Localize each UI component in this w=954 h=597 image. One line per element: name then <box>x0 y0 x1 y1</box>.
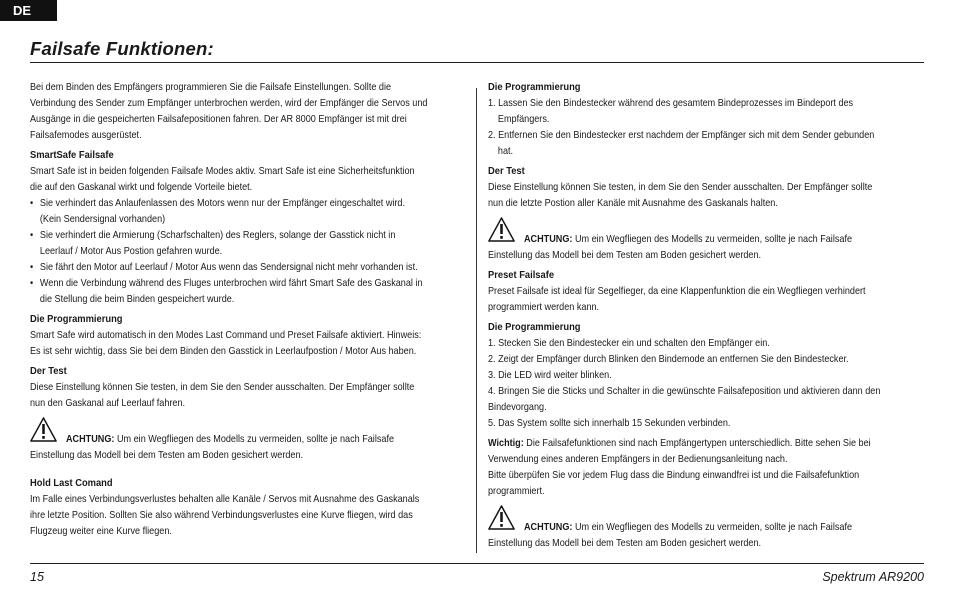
product-name: Spektrum AR9200 <box>822 570 924 584</box>
text-line: Verwendung eines anderen Empfängers in der Bedienungsanleitung nach. <box>488 454 788 465</box>
intro-text <box>30 80 463 144</box>
right-column <box>488 80 924 552</box>
text-line: Verbindung des Sender zum Empfänger unterbrochen werden, wird der Empfänger die Servos und <box>30 98 428 109</box>
list-item: 4. Bringen Sie die Sticks und Schalter in die gewünschte Failsafeposition und aktivieren dann den <box>488 386 881 397</box>
text-line: programmiert. <box>488 486 545 497</box>
list-item <box>30 196 463 228</box>
test-heading: Der Test <box>488 166 525 177</box>
page-title: Failsafe Funktionen: <box>30 38 214 59</box>
text-line: Diese Einstellung können Sie testen, in dem Sie den Sender ausschalten. Der Empfänger sollte <box>488 182 873 193</box>
text-line: nun den Gaskanal auf Leerlauf fahren. <box>30 398 186 409</box>
warning-icon <box>488 217 515 242</box>
list-item <box>488 96 924 128</box>
list-item: 3. Die LED wird weiter blinken. <box>488 370 612 381</box>
text-line: hat. <box>497 146 514 157</box>
smartsafe-text <box>30 164 463 196</box>
text-line: Preset Failsafe ist ideal für Segelfieger, da eine Klappenfunktion die ein Wegfliegen verhindert <box>488 286 866 297</box>
important-label: Wichtig: <box>488 438 524 449</box>
text-line: Um ein Wegfliegen des Modells zu vermeiden, sollte je nach Failsafe <box>116 434 395 445</box>
text-line: Flugzeug weiter eine Kurve fliegen. <box>30 526 172 537</box>
left-column <box>30 80 463 540</box>
list-item: 2. Zeigt der Empfänger durch Blinken den Bindemode an entfernen Sie den Bindestecker. <box>488 354 849 365</box>
test-text <box>30 380 463 412</box>
programming-steps <box>488 96 924 160</box>
text-line: Einstellung das Modell bei dem Testen am Boden gesichert werden. <box>30 450 304 461</box>
list-item <box>30 260 463 276</box>
page-number: 15 <box>30 570 44 584</box>
warning-line <box>30 432 463 448</box>
text-line: Einstellung das Modell bei dem Testen am Boden gesichert werden. <box>488 538 762 549</box>
text-line: Sie verhindert das Anlaufenlassen des Motors wenn nur der Empfänger eingeschaltet wird. <box>39 198 406 209</box>
text-line: Ausgänge in die gespeicherten Failsafepositionen fahren. Der AR 8000 Empfänger ist mit drei <box>30 114 407 125</box>
text-line: Einstellung das Modell bei dem Testen am Boden gesichert werden. <box>488 250 762 261</box>
text-line: die Stellung die beim Binden gespeichert wurde. <box>39 294 235 305</box>
warning-note <box>488 520 924 552</box>
smartsafe-heading: SmartSafe Failsafe <box>30 150 114 161</box>
warning-line <box>488 520 924 536</box>
column-divider <box>476 88 477 553</box>
footer-rule <box>30 563 924 564</box>
text-line: Diese Einstellung können Sie testen, in dem Sie den Sender ausschalten. Der Empfänger sollte <box>30 382 415 393</box>
list-item <box>488 128 924 160</box>
text-line: nun die letzte Postion aller Kanäle mit Ausnahme des Gaskanals halten. <box>488 198 778 209</box>
text-line: ihre letzte Position. Sollten Sie also während Verbindungsverlustes eine Kurve fliegen, wird das <box>30 510 413 521</box>
test-heading: Der Test <box>30 366 67 377</box>
list-item: 1. Stecken Sie den Bindestecker ein und schalten den Empfänger ein. <box>488 338 770 349</box>
test-text <box>488 180 924 212</box>
text-line: Smart Safe ist in beiden folgenden Failsafe Modes aktiv. Smart Safe ist eine Sicherheitsfunktion <box>30 166 415 177</box>
warning-note <box>488 232 924 264</box>
text-line: Im Falle eines Verbindungsverlustes behalten alle Kanäle / Servos mit Ausnahme des Gaskanals <box>30 494 420 505</box>
text-line: Failsafemodes ausgerüstet. <box>30 130 142 141</box>
programming-heading: Die Programmierung <box>488 82 581 93</box>
text-line: 1. Lassen Sie den Bindestecker während des gesamtem Bindeprozesses im Bindeport des <box>488 98 854 109</box>
list-item: Bindevorgang. <box>488 402 547 413</box>
preset-failsafe-heading: Preset Failsafe <box>488 270 555 281</box>
text-line: Sie verhindert die Armierung (Scharfschalten) des Reglers, solange der Gasstick nicht in <box>39 230 396 241</box>
title-rule <box>30 62 924 63</box>
warning-icon <box>488 505 515 530</box>
warning-line <box>488 232 924 248</box>
text-line: Sie fährt den Motor auf Leerlauf / Motor Aus wenn das Sendersignal nicht mehr vorhanden ist. <box>39 262 418 273</box>
language-tab: DE <box>0 0 57 21</box>
hold-last-command-text <box>30 492 463 540</box>
text-line: Es ist sehr wichtig, dass Sie bei dem Binden den Gasstick in Leerlaufpostion / Motor Aus haben. <box>30 346 417 357</box>
programming-steps <box>488 336 924 432</box>
text-line: (Kein Sendersignal vorhanden) <box>39 214 166 225</box>
text-line: Bei dem Binden des Empfängers programmieren Sie die Failsafe Einstellungen. Sollte die <box>30 82 392 93</box>
hold-last-command-heading: Hold Last Comand <box>30 478 113 489</box>
text-line: Wenn die Verbindung während des Fluges unterbrochen wird fährt Smart Safe des Gaskanal in <box>39 278 423 289</box>
text-line: Die Failsafefunktionen sind nach Empfängertypen unterschiedlich. Bitte sehen Sie bei <box>526 438 871 449</box>
warning-label: ACHTUNG: <box>524 234 573 245</box>
text-line: die auf den Gaskanal wirkt und folgende Vorteile bietet. <box>30 182 253 193</box>
programming-heading: Die Programmierung <box>30 314 123 325</box>
text-line: programmiert werden kann. <box>488 302 600 313</box>
text-line: Um ein Wegfliegen des Modells zu vermeiden, sollte je nach Failsafe <box>574 522 853 533</box>
text-line: Smart Safe wird automatisch in den Modes Last Command und Preset Failsafe aktiviert. Hinweis: <box>30 330 422 341</box>
text-line: Bitte überpüfen Sie vor jedem Flug dass die Bindung einwandfrei ist und die Failsafefunktion <box>488 470 860 481</box>
warning-icon <box>30 417 57 442</box>
warning-label: ACHTUNG: <box>66 434 115 445</box>
programming-heading: Die Programmierung <box>488 322 581 333</box>
list-item: 5. Das System sollte sich innerhalb 15 Sekunden verbinden. <box>488 418 731 429</box>
text-line: Empfängers. <box>497 114 550 125</box>
warning-label: ACHTUNG: <box>524 522 573 533</box>
list-item <box>30 228 463 260</box>
preset-failsafe-text <box>488 284 924 316</box>
important-note <box>488 436 924 500</box>
text-line: Um ein Wegfliegen des Modells zu vermeiden, sollte je nach Failsafe <box>574 234 853 245</box>
warning-note <box>30 432 463 464</box>
list-item <box>30 276 463 308</box>
text-line: Leerlauf / Motor Aus Postion gefahren wurde. <box>39 246 223 257</box>
smartsafe-benefits-list <box>30 196 463 308</box>
programming-text <box>30 328 463 360</box>
text-line: 2. Entfernen Sie den Bindestecker erst nachdem der Empfänger sich mit dem Sender gebunden <box>488 130 875 141</box>
